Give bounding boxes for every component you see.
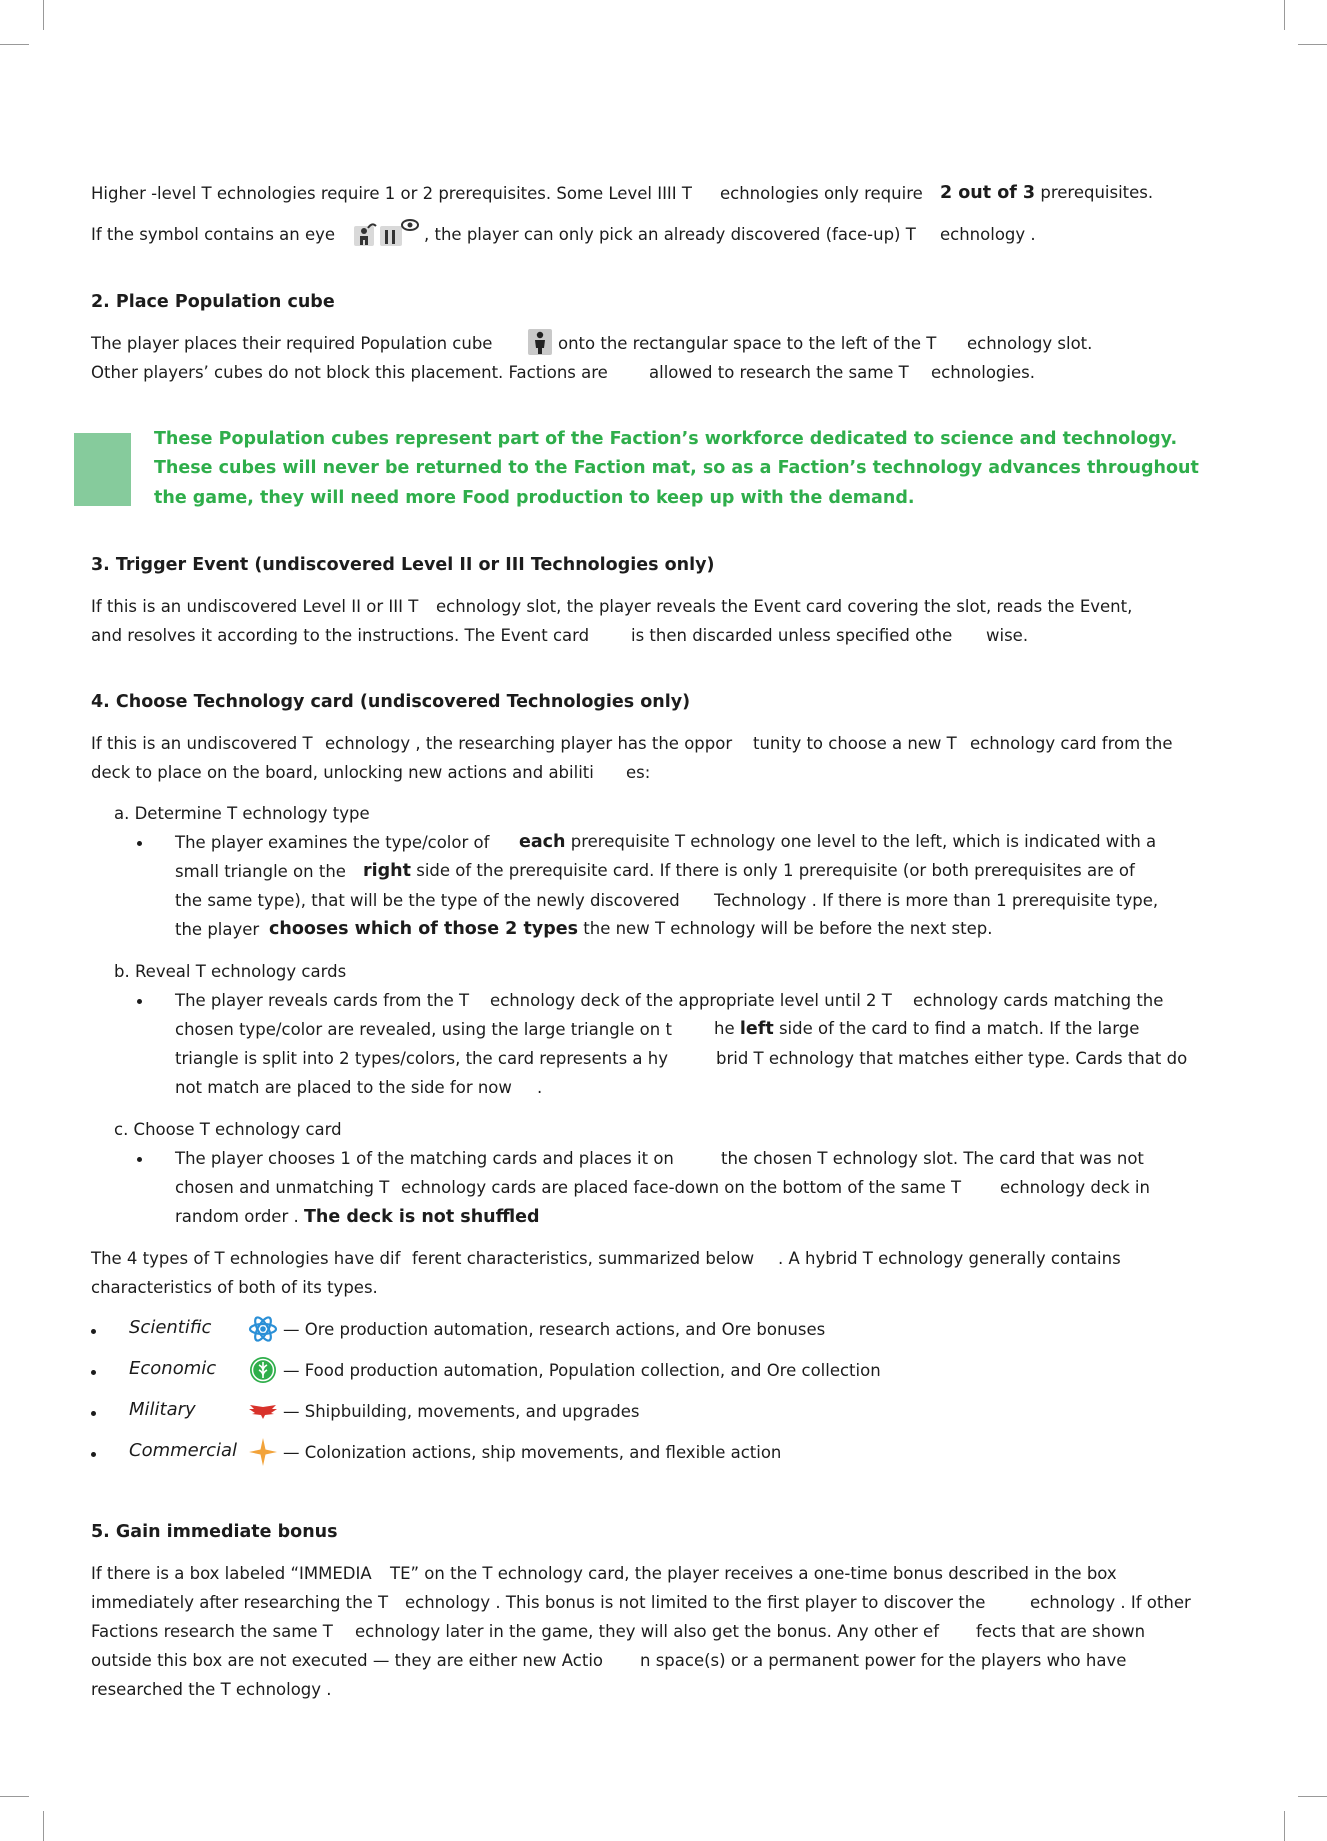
step-b-title: b. Reveal T echnology cards [114, 962, 347, 981]
types-intro-line-1: The 4 types of T echnologies have dif [91, 1249, 401, 1268]
section-3-line-2: and resolves it according to the instructions. The Event card [91, 626, 590, 645]
tech-type-name: Scientific [129, 1317, 212, 1338]
tech-type-name: Military [129, 1399, 196, 1420]
step-a-line-1: The player examines the type/color of [175, 833, 490, 852]
wheat-icon [248, 1355, 278, 1385]
crop-mark [1298, 44, 1327, 45]
section-2-line-2-cont: allowed to research the same T [649, 363, 909, 382]
step-c-line-3: random order . The deck is not shuffled [175, 1207, 540, 1227]
section-4-heading: 4. Choose Technology card (undiscovered Technologies only) [91, 692, 691, 712]
population-cube-icon [528, 329, 552, 355]
section-4-line-2: deck to place on the board, unlocking new actions and abiliti [91, 763, 594, 782]
step-a-line-4-cont: chooses which of those 2 types the new T echnology will be before the next step. [269, 919, 993, 939]
star-icon [248, 1437, 278, 1467]
bullet [137, 1157, 142, 1162]
step-c-line-1: The player chooses 1 of the matching cards and places it on [175, 1149, 674, 1168]
crop-mark [43, 0, 44, 30]
intro-line-1-end: 2 out of 3 prerequisites. [940, 183, 1154, 203]
section-5-line-3-c: fects that are shown [976, 1622, 1146, 1641]
section-2-line-2: Other players’ cubes do not block this placement. Factions are [91, 363, 608, 382]
intro-line-2-cont: , the player can only pick an already discovered (face-up) T [424, 225, 916, 244]
section-5-line-3: Factions research the same T [91, 1622, 333, 1641]
crop-mark [1298, 1796, 1327, 1797]
crop-mark [1284, 0, 1285, 30]
section-3-line-1: If this is an undiscovered Level II or III T [91, 597, 419, 616]
section-3-heading: 3. Trigger Event (undiscovered Level II or III Technologies only) [91, 555, 715, 575]
step-a-line-4: the player [175, 920, 260, 939]
section-2-line-1-cont: onto the rectangular space to the left of the T [558, 334, 937, 353]
section-3-line-1-cont: echnology slot, the player reveals the Event card covering the slot, reads the Event, [436, 597, 1133, 616]
section-3-line-2-end: wise. [986, 626, 1029, 645]
section-5-line-5: researched the T echnology . [91, 1680, 332, 1699]
step-b-line-3-cont: brid T echnology that matches either type. Cards that do [716, 1049, 1188, 1068]
section-5-heading: 5. Gain immediate bonus [91, 1522, 338, 1542]
step-b-line-3: triangle is split into 2 types/colors, the card represents a hy [175, 1049, 668, 1068]
section-3-line-2-cont: is then discarded unless specified othe [631, 626, 953, 645]
section-4-line-1-c: tunity to choose a new T [753, 734, 957, 753]
types-intro-line-1-b: ferent characteristics, summarized below [412, 1249, 755, 1268]
bullet [137, 999, 142, 1004]
intro-line-2-end: echnology . [940, 225, 1036, 244]
intro-line-1-cont: echnologies only require [720, 184, 923, 203]
section-5-line-2: immediately after researching the T [91, 1593, 389, 1612]
bullet [91, 1411, 96, 1416]
section-2-line-2-end: echnologies. [931, 363, 1035, 382]
step-b-line-1-b: echnology deck of the appropriate level until 2 T [490, 991, 892, 1010]
eye-prerequisite-icon [354, 218, 420, 248]
section-5-line-2-c: echnology . If other [1030, 1593, 1191, 1612]
step-c-line-1-cont: the chosen T echnology slot. The card that was not [721, 1149, 1144, 1168]
step-a-title: a. Determine T echnology type [114, 804, 370, 823]
tech-type-description: — Shipbuilding, movements, and upgrades [283, 1402, 640, 1421]
tech-type-description: — Food production automation, Population collection, and Ore collection [283, 1361, 881, 1380]
tech-type-name: Economic [129, 1358, 217, 1379]
step-c-title: c. Choose T echnology card [114, 1120, 342, 1139]
bullet [137, 841, 142, 846]
step-c-line-2: chosen and unmatching T [175, 1178, 390, 1197]
section-2-heading: 2. Place Population cube [91, 292, 335, 312]
bullet [91, 1452, 96, 1457]
crop-mark [1284, 1811, 1285, 1841]
bullet [91, 1370, 96, 1375]
section-5-line-2-b: echnology . This bonus is not limited to the first player to discover the [405, 1593, 986, 1612]
crop-mark [0, 44, 29, 45]
step-a-line-3-cont: Technology . If there is more than 1 prerequisite type, [714, 891, 1159, 910]
step-b-line-4: not match are placed to the side for now [175, 1078, 512, 1097]
bullet [91, 1329, 96, 1334]
section-5-line-3-b: echnology later in the game, they will also get the bonus. Any other ef [355, 1622, 940, 1641]
intro-line-1: Higher -level T echnologies require 1 or 2 prerequisites. Some Level IIII T [91, 184, 692, 203]
step-b-line-4-end: . [537, 1078, 543, 1097]
step-b-line-2: chosen type/color are revealed, using the large triangle on t [175, 1020, 672, 1039]
intro-line-2: If the symbol contains an eye [91, 225, 336, 244]
note-line-1: These Population cubes represent part of the Faction’s workforce dedicated to science and technology. [154, 429, 1178, 449]
tech-type-description: — Ore production automation, research actions, and Ore bonuses [283, 1320, 826, 1339]
step-b-line-1-c: echnology cards matching the [913, 991, 1164, 1010]
step-b-line-2-cont: he left side of the card to find a match. If the large [714, 1019, 1140, 1039]
step-a-line-3: the same type), that will be the type of the newly discovered [175, 891, 680, 910]
step-c-line-2-b: echnology cards are placed face-down on the bottom of the same T [401, 1178, 962, 1197]
note-marker [74, 433, 131, 506]
step-a-line-2-cont: right side of the prerequisite card. If there is only 1 prerequisite (or both prerequisites are of [363, 861, 1135, 881]
section-5-line-4-cont: n space(s) or a permanent power for the players who have [640, 1651, 1127, 1670]
section-4-line-2-end: es: [626, 763, 651, 782]
step-a-line-1-cont: each prerequisite T echnology one level to the left, which is indicated with a [519, 832, 1157, 852]
section-4-line-1-b: echnology , the researching player has the oppor [325, 734, 733, 753]
section-4-line-1-d: echnology card from the [970, 734, 1173, 753]
types-intro-line-2: characteristics of both of its types. [91, 1278, 378, 1297]
step-c-line-2-c: echnology deck in [1000, 1178, 1150, 1197]
section-5-line-1: If there is a box labeled “IMMEDIA [91, 1564, 372, 1583]
tech-type-description: — Colonization actions, ship movements, and flexible action [283, 1443, 782, 1462]
note-line-3: the game, they will need more Food production to keep up with the demand. [154, 488, 915, 508]
types-intro-line-1-c: . A hybrid T echnology generally contains [778, 1249, 1121, 1268]
section-5-line-4: outside this box are not executed — they are either new Actio [91, 1651, 603, 1670]
crop-mark [0, 1796, 29, 1797]
section-2-line-1-end: echnology slot. [967, 334, 1093, 353]
note-line-2: These cubes will never be returned to the Faction mat, so as a Faction’s technology advances throughout [154, 458, 1199, 478]
crop-mark [43, 1811, 44, 1841]
step-b-line-1: The player reveals cards from the T [175, 991, 470, 1010]
atom-icon [248, 1314, 278, 1344]
wings-icon [248, 1396, 278, 1426]
section-5-line-1-cont: TE” on the T echnology card, the player receives a one-time bonus described in the box [390, 1564, 1117, 1583]
tech-type-name: Commercial [129, 1440, 238, 1461]
section-4-line-1: If this is an undiscovered T [91, 734, 313, 753]
section-2-line-1: The player places their required Population cube [91, 334, 493, 353]
step-a-line-2: small triangle on the [175, 862, 346, 881]
